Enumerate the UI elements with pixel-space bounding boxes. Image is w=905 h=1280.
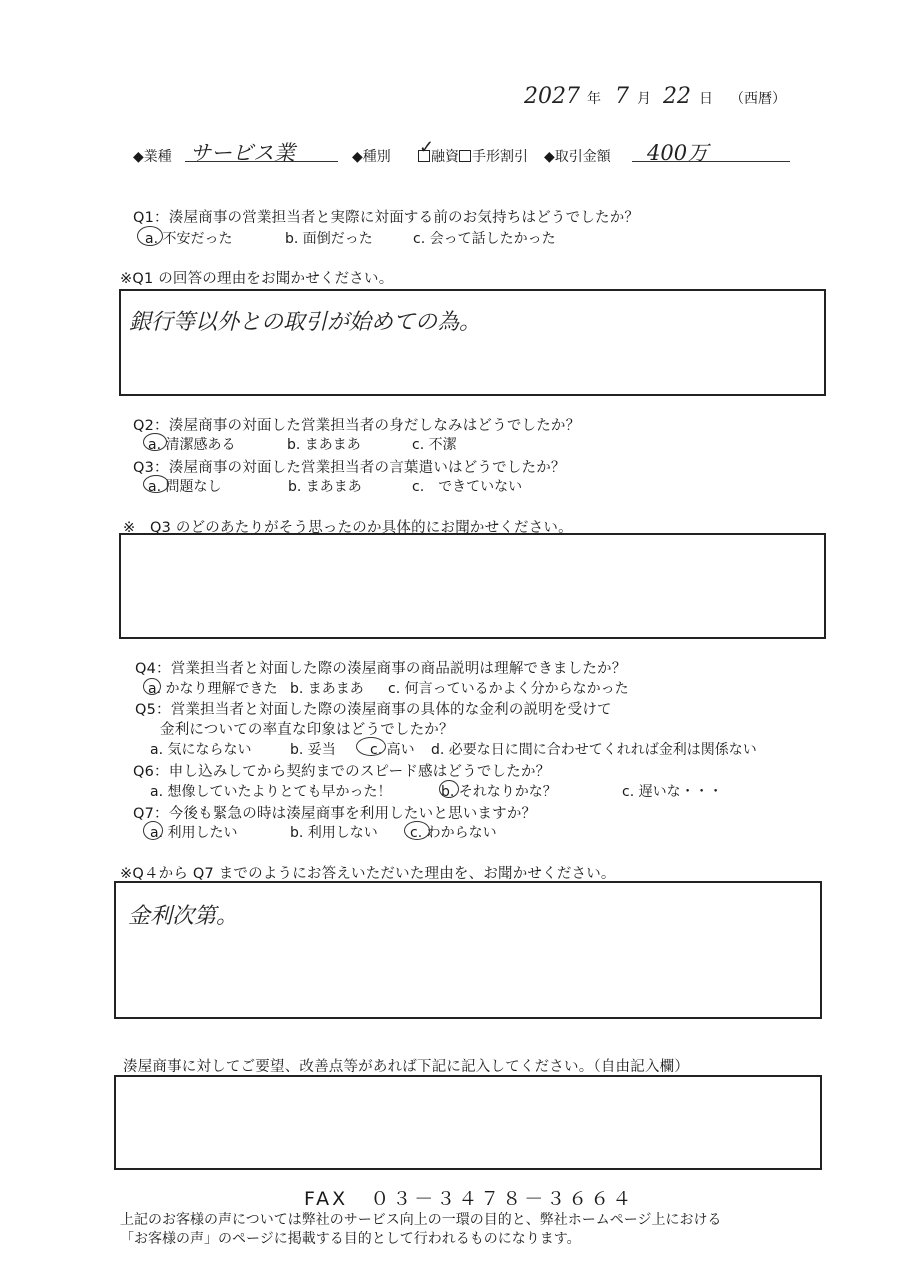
q4-option-a[interactable]: a. かなり理解できた bbox=[148, 681, 278, 697]
q1-answer-circle bbox=[137, 226, 163, 246]
q1-reason-box[interactable] bbox=[119, 289, 826, 396]
q2-answer-circle bbox=[143, 433, 167, 451]
footer-line2: 「お客様の声」のページに掲載する目的として行われるものになります。 bbox=[120, 1231, 581, 1247]
q6-answer-circle bbox=[439, 780, 459, 798]
q4-q7-reason-answer: 金利次第。 bbox=[128, 904, 239, 929]
q2-option-b[interactable]: b. まあまあ bbox=[287, 437, 361, 453]
industry-label: ◆業種 bbox=[133, 149, 172, 165]
date-day: 22 bbox=[663, 84, 691, 109]
q5-option-d[interactable]: d. 必要な日に間に合わせてくれれば金利は関係ない bbox=[431, 742, 757, 758]
q7-option-a[interactable]: a. 利用したい bbox=[150, 825, 238, 841]
q5-question-line2: 金利についての率直な印象はどうでしたか？ bbox=[160, 722, 454, 738]
q7-answer-circle-c bbox=[404, 821, 430, 840]
q1-reason-answer: 銀行等以外との取引が始めての為。 bbox=[129, 310, 482, 335]
q7-option-b[interactable]: b. 利用しない bbox=[290, 825, 378, 841]
q6-option-a[interactable]: a. 想像していたよりとても早かった！ bbox=[150, 784, 392, 800]
loan-check-mark: ✓ bbox=[419, 137, 435, 158]
amount-value: 400万 bbox=[647, 141, 709, 165]
q2-option-c[interactable]: c. 不潔 bbox=[412, 437, 457, 453]
q1-option-a[interactable]: a. 不安だった bbox=[145, 231, 233, 247]
q5-option-c[interactable]: c. 高い bbox=[370, 742, 415, 758]
q5-option-b[interactable]: b. 妥当 bbox=[290, 742, 336, 758]
q1-option-b[interactable]: b. 面倒だった bbox=[285, 231, 373, 247]
q1-reason-label: ※Q1 の回答の理由をお聞かせください。 bbox=[120, 271, 394, 287]
q5-option-a[interactable]: a. 気にならない bbox=[150, 742, 252, 758]
date-year: 2027 bbox=[524, 84, 580, 109]
q4-option-b[interactable]: b. まあまあ bbox=[290, 681, 364, 697]
q7-answer-circle-a bbox=[143, 821, 163, 840]
q1-question: Q1：湊屋商事の営業担当者と実際に対面する前のお気持ちはどうでしたか？ bbox=[133, 210, 640, 226]
free-comment-box[interactable] bbox=[114, 1075, 822, 1170]
q3-option-b[interactable]: b. まあまあ bbox=[288, 479, 362, 495]
q4-q7-reason-label: ※Q４から Q7 までのようにお答えいただいた理由を、お聞かせください。 bbox=[120, 866, 616, 882]
type-options bbox=[418, 146, 528, 166]
q6-question: Q6：申し込みしてから契約までのスピード感はどうでしたか？ bbox=[133, 764, 551, 780]
q4-question: Q4：営業担当者と対面した際の湊屋商事の商品説明は理解できましたか？ bbox=[135, 661, 627, 677]
type-label: ◆種別 bbox=[352, 149, 391, 165]
bill-discount-checkbox[interactable] bbox=[459, 150, 471, 162]
date-month: 7 bbox=[615, 84, 629, 109]
q2-question: Q2：湊屋商事の対面した営業担当者の身だしなみはどうでしたか？ bbox=[133, 418, 581, 434]
industry-value: サービス業 bbox=[190, 141, 295, 165]
q5-question-line1: Q5：営業担当者と対面した際の湊屋商事の具体的な金利の説明を受けて bbox=[135, 702, 612, 718]
q6-option-c[interactable]: c. 遅いな・・・ bbox=[622, 784, 723, 800]
q4-q7-reason-box[interactable] bbox=[114, 881, 822, 1019]
amount-label: ◆取引金額 bbox=[544, 149, 611, 165]
footer-line1: 上記のお客様の声については弊社のサービス向上の一環の目的と、弊社ホームページ上における bbox=[120, 1212, 722, 1228]
q2-option-a[interactable]: a. 清潔感ある bbox=[148, 437, 236, 453]
q3-answer-circle bbox=[143, 475, 169, 493]
q3-option-c[interactable]: c. できていない bbox=[412, 479, 523, 495]
bill-discount-option-label: 手形割引 bbox=[472, 149, 528, 165]
date-year-unit: 年 bbox=[587, 91, 601, 107]
q7-question: Q7：今後も緊急の時は湊屋商事を利用したいと思いますか？ bbox=[133, 806, 537, 822]
q4-answer-circle bbox=[143, 678, 161, 695]
q1-option-c[interactable]: c. 会って話したかった bbox=[413, 231, 556, 247]
amount-underline bbox=[632, 161, 790, 162]
loan-option-label: 融資 bbox=[431, 149, 459, 165]
free-comment-label: 湊屋商事に対してご要望、改善点等があれば下記に記入してください。（自由記入欄） bbox=[123, 1059, 690, 1075]
industry-underline bbox=[185, 161, 338, 162]
q6-option-b[interactable]: b. それなりかな？ bbox=[441, 784, 557, 800]
q4-option-c[interactable]: c. 何言っているかよく分からなかった bbox=[388, 681, 629, 697]
q3-reason-box[interactable] bbox=[119, 533, 826, 639]
q5-answer-circle bbox=[356, 737, 386, 756]
fax-number: FAX ０３－３４７８－３６６４ bbox=[304, 1188, 635, 1210]
date-month-unit: 月 bbox=[637, 91, 651, 107]
date-era: （西暦） bbox=[730, 91, 786, 107]
q3-reason-label: ※ Q3 のどのあたりがそう思ったのか具体的にお聞かせください。 bbox=[123, 520, 573, 536]
date-day-unit: 日 bbox=[699, 91, 713, 107]
q3-question: Q3：湊屋商事の対面した営業担当者の言葉遣いはどうでしたか？ bbox=[133, 460, 566, 476]
q7-option-c[interactable]: c. わからない bbox=[410, 825, 497, 841]
q3-option-a[interactable]: a. 問題なし bbox=[148, 479, 222, 495]
